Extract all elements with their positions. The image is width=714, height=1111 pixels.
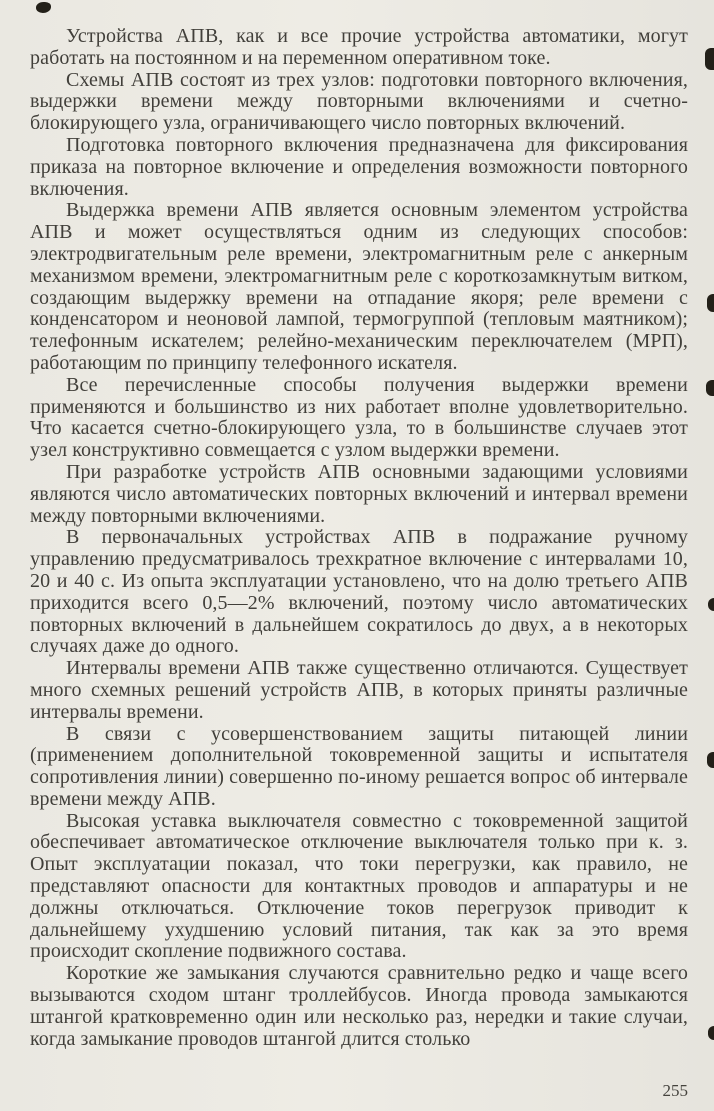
paragraph: Подготовка повторного включения предназначена для фиксирования приказа на повторное включение и определения возможности повторного включения. xyxy=(30,133,688,200)
scan-artifact xyxy=(707,752,714,768)
paragraph: Схемы АПВ состоят из трех узлов: подготовки повторного включения, выдержки времени между повторными включениями и счетно-блокирующего узла, ограничивающего число повторных включений. xyxy=(30,68,688,135)
paragraph: Устройства АПВ, как и все прочие устройства автоматики, могут работать на постоянном и на переменном оперативном токе. xyxy=(30,25,688,69)
page-text xyxy=(30,26,688,1050)
paragraph: В первоначальных устройствах АПВ в подражание ручному управлению предусматривалось трехкратное включение с интервалами 10, 20 и 40 с. Из опыта эксплуатации установлено, что на долю третьего АПВ приходится всего 0,5—2% включений, поэтому число автоматических повторных включений в дальнейшем сократилось до двух, а в некоторых случаях даже до одного. xyxy=(30,526,688,658)
paragraph: Высокая уставка выключателя совместно с токовременной защитой обеспечивает автоматическое отключение выключателя только при к. з. Опыт эксплуатации показал, что токи перегрузки, как правило, не представляют опасности для контактных проводов и аппаратуры и не должны отключаться. Отключение токов перегрузок приводит к дальнейшему ухудшению условий питания, так как за это время происходит скопление подвижного состава. xyxy=(30,809,688,963)
scan-artifact xyxy=(705,48,714,70)
paragraph: Интервалы времени АПВ также существенно отличаются. Существует много схемных решений устройств АПВ, в которых приняты различные интервалы времени. xyxy=(30,657,688,723)
paragraph: При разработке устройств АПВ основными задающими условиями являются число автоматических повторных включений и интервал времени между повторными включениями. xyxy=(30,460,688,527)
scan-artifact xyxy=(706,380,714,396)
paragraph: В связи с усовершенствованием защиты питающей линии (применением дополнительной токовременной защиты и испытателя сопротивления линии) совершенно по-иному решается вопрос об интервале времени между АПВ. xyxy=(30,722,688,810)
scan-artifact xyxy=(708,598,714,611)
scan-artifact xyxy=(708,1026,714,1040)
paragraph: Выдержка времени АПВ является основным элементом устройства АПВ и может осуществляться одним из следующих способов: электродвигательным реле времени, электромагнитным реле с анкерным механизмом времени, электромагнитным реле с короткозамкнутым витком, создающим выдержку времени на отпадание якоря; реле времени с конденсатором и неоновой лампой, термогруппой (тепловым маятником); телефонным искателем; релейно-механическим переключателем (МРП), работающим по принципу телефонного искателя. xyxy=(30,199,688,374)
page-number: 255 xyxy=(662,1081,688,1100)
scan-artifact xyxy=(36,2,51,13)
paragraph: Короткие же замыкания случаются сравнительно редко и чаще всего вызываются сходом штанг троллейбусов. Иногда провода замыкаются штангой кратковременно один или несколько раз, нередки и такие случаи, когда замыкание проводов штангой длится столько xyxy=(30,962,688,1050)
paragraph: Все перечисленные способы получения выдержки времени применяются и большинство из них работает вполне удовлетворительно. Что касается счетно-блокирующего узла, то в большинстве случаев этот узел конструктивно совмещается с узлом выдержки времени. xyxy=(30,373,688,462)
scan-artifact xyxy=(707,294,714,312)
